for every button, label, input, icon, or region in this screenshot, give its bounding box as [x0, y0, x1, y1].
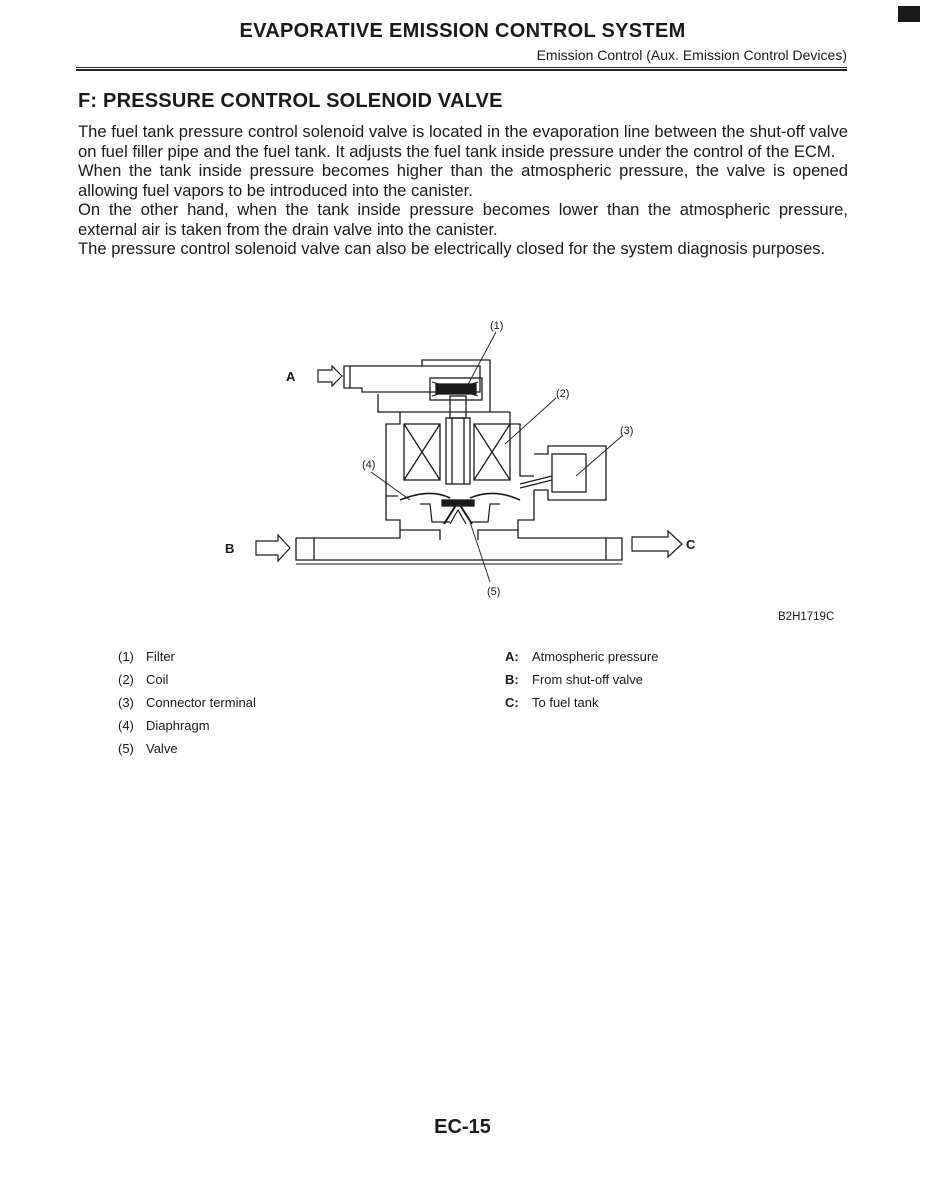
legend-label: To fuel tank — [532, 695, 599, 710]
callout-4: (4) — [362, 459, 376, 471]
callout-3: (3) — [620, 425, 634, 437]
legend-item — [118, 648, 256, 671]
legend-key: B: — [505, 672, 519, 687]
callout-2: (2) — [556, 388, 570, 400]
legend-label: Connector terminal — [146, 695, 256, 710]
header-rule-thick — [76, 69, 847, 71]
legend-item — [505, 694, 658, 717]
legend-label: Coil — [146, 672, 169, 687]
paragraph: The fuel tank pressure control solenoid valve is located in the evaporation line between the shut-off valve on fuel filler pipe and the fuel tank. It adjusts the fuel tank inside pressure under the control of the ECM. — [78, 122, 848, 161]
port-label-c: C — [686, 537, 696, 552]
ports-legend — [505, 648, 658, 717]
legend-label: Valve — [146, 741, 178, 756]
port-label-a: A — [286, 369, 296, 384]
legend-item — [118, 694, 256, 717]
solenoid-valve-diagram — [210, 312, 730, 612]
legend-item — [505, 648, 658, 671]
header-rule-thin — [76, 67, 847, 68]
legend-key: C: — [505, 695, 519, 710]
document-title: EVAPORATIVE EMISSION CONTROL SYSTEM — [239, 20, 686, 42]
page-number: EC-15 — [434, 1116, 491, 1138]
legend-label: Atmospheric pressure — [532, 649, 659, 664]
legend-label: Diaphragm — [146, 718, 210, 733]
legend-item — [505, 671, 658, 694]
callout-1: (1) — [490, 320, 504, 332]
legend-number: (4) — [118, 718, 134, 733]
legend-label: Filter — [146, 649, 175, 664]
legend-number: (3) — [118, 695, 134, 710]
legend-number: (2) — [118, 672, 134, 687]
figure-id: B2H1719C — [778, 611, 835, 623]
section-body — [78, 122, 848, 259]
legend-item — [118, 740, 256, 763]
legend-label: From shut-off valve — [532, 672, 644, 687]
parts-legend — [118, 648, 256, 763]
paragraph: On the other hand, when the tank inside pressure becomes lower than the atmospheric pressure, external air is taken from the drain valve into the canister. — [78, 200, 848, 239]
paragraph: When the tank inside pressure becomes higher than the atmospheric pressure, the valve is opened allowing fuel vapors to be introduced into the canister. — [78, 161, 848, 200]
section-heading: F: PRESSURE CONTROL SOLENOID VALVE — [78, 90, 503, 112]
legend-item — [118, 671, 256, 694]
legend-number: (5) — [118, 741, 134, 756]
legend-item — [118, 717, 256, 740]
document-subtitle: Emission Control (Aux. Emission Control Devices) — [536, 47, 847, 63]
legend-key: A: — [505, 649, 519, 664]
legend-number: (1) — [118, 649, 134, 664]
callout-5: (5) — [487, 586, 501, 598]
port-label-b: B — [225, 541, 235, 556]
paragraph: The pressure control solenoid valve can also be electrically closed for the system diagnosis purposes. — [78, 239, 826, 258]
